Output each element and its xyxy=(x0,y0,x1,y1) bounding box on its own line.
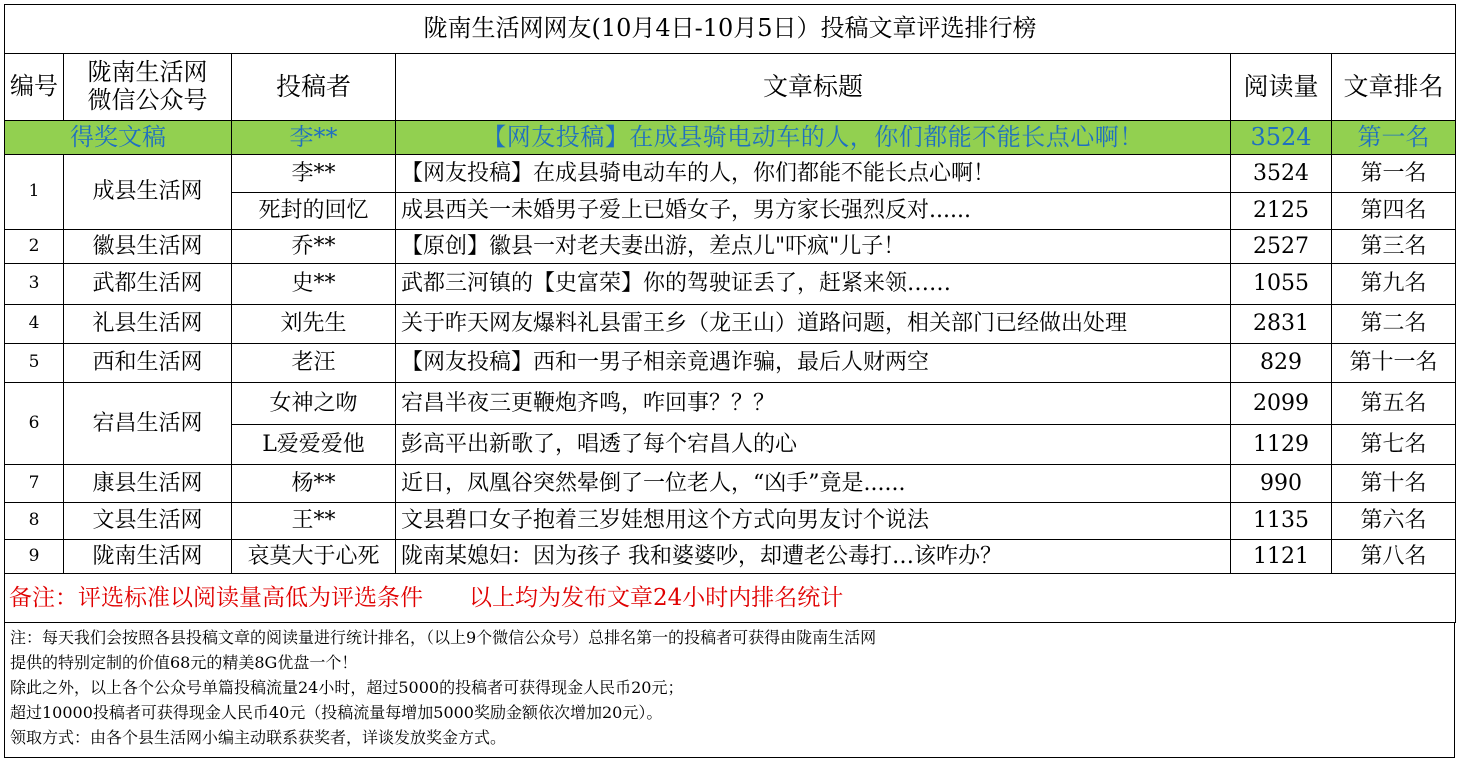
remark-statistics: 以上均为发布文章24小时内排名统计 xyxy=(469,584,844,611)
rank-label: 第七名 xyxy=(1332,425,1456,465)
author-name: 老汪 xyxy=(232,344,396,383)
author-name: 死封的回忆 xyxy=(232,193,396,230)
note-line: 超过10000投稿者可获得现金人民币40元（投稿流量每增加5000奖励金额依次增加20元）。 xyxy=(10,703,663,722)
read-count: 3524 xyxy=(1231,155,1332,193)
read-count: 990 xyxy=(1231,465,1332,503)
page-title: 陇南生活网网友(10月4日-10月5日）投稿文章评选排行榜 xyxy=(5,5,1456,54)
ranking-table xyxy=(4,4,1456,623)
account-name: 康县生活网 xyxy=(64,465,232,503)
author-name: 史** xyxy=(232,264,396,305)
author-name: 哀莫大于心死 xyxy=(232,540,396,574)
account-name: 宕昌生活网 xyxy=(64,383,232,465)
award-row xyxy=(5,121,1456,155)
row-number: 1 xyxy=(5,155,64,230)
article-title: 陇南某媳妇：因为孩子 我和婆婆吵，却遭老公毒打…该咋办？ xyxy=(396,540,1231,574)
row-number: 9 xyxy=(5,540,64,574)
table-row xyxy=(5,383,1456,425)
rank-label: 第六名 xyxy=(1332,503,1456,540)
article-title: 【原创】徽县一对老夫妻出游，差点儿"吓疯"儿子！ xyxy=(396,230,1231,264)
author-name: 王** xyxy=(232,503,396,540)
note-line: 除此之外，以上各个公众号单篇投稿流量24小时，超过5000的投稿者可获得现金人民币20元； xyxy=(10,678,684,697)
remark-row xyxy=(5,574,1456,623)
article-title: 文县碧口女子抱着三岁娃想用这个方式向男友讨个说法 xyxy=(396,503,1231,540)
award-label: 得奖文稿 xyxy=(5,121,232,155)
table-row xyxy=(5,230,1456,264)
article-title: 武都三河镇的【史富荣】你的驾驶证丢了，赶紧来领…… xyxy=(396,264,1231,305)
row-number: 6 xyxy=(5,383,64,465)
rank-label: 第四名 xyxy=(1332,193,1456,230)
row-number: 8 xyxy=(5,503,64,540)
article-title: 近日，凤凰谷突然晕倒了一位老人，“凶手”竟是...... xyxy=(396,465,1231,503)
account-name: 礼县生活网 xyxy=(64,305,232,344)
article-title: 宕昌半夜三更鞭炮齐鸣，咋回事？？？ xyxy=(396,383,1231,425)
rank-label: 第五名 xyxy=(1332,383,1456,425)
header-reads: 阅读量 xyxy=(1231,54,1332,121)
read-count: 829 xyxy=(1231,344,1332,383)
table-row xyxy=(5,540,1456,574)
author-name: 杨** xyxy=(232,465,396,503)
read-count: 1135 xyxy=(1231,503,1332,540)
author-name: 乔** xyxy=(232,230,396,264)
account-name: 武都生活网 xyxy=(64,264,232,305)
rank-label: 第三名 xyxy=(1332,230,1456,264)
rank-label: 第十名 xyxy=(1332,465,1456,503)
note-line: 提供的特别定制的价值68元的精美8G优盘一个！ xyxy=(10,653,358,672)
row-number: 3 xyxy=(5,264,64,305)
read-count: 2125 xyxy=(1231,193,1332,230)
table-row xyxy=(5,503,1456,540)
read-count: 1129 xyxy=(1231,425,1332,465)
table-row xyxy=(5,155,1456,193)
article-title: 【网友投稿】在成县骑电动车的人，你们都能不能长点心啊！ xyxy=(396,155,1231,193)
header-account: 陇南生活网 微信公众号 xyxy=(64,54,232,121)
article-title: 成县西关一未婚男子爱上已婚女子，男方家长强烈反对...... xyxy=(396,193,1231,230)
award-rank: 第一名 xyxy=(1332,121,1456,155)
read-count: 2527 xyxy=(1231,230,1332,264)
award-title: 【网友投稿】在成县骑电动车的人，你们都能不能长点心啊！ xyxy=(396,121,1231,155)
rank-label: 第一名 xyxy=(1332,155,1456,193)
header-rank: 文章排名 xyxy=(1332,54,1456,121)
row-number: 4 xyxy=(5,305,64,344)
award-author: 李** xyxy=(232,121,396,155)
article-title: 彭高平出新歌了，唱透了每个宕昌人的心 xyxy=(396,425,1231,465)
note-line: 注：每天我们会按照各县投稿文章的阅读量进行统计排名，（以上9个微信公众号）总排名第一的投稿者可获得由陇南生活网 xyxy=(10,628,877,647)
rank-label: 第九名 xyxy=(1332,264,1456,305)
note-line: 领取方式：由各个县生活网小编主动联系获奖者，详谈发放奖金方式。 xyxy=(10,728,507,747)
account-name: 西和生活网 xyxy=(64,344,232,383)
row-number: 5 xyxy=(5,344,64,383)
notes-block xyxy=(4,623,1455,758)
account-name: 文县生活网 xyxy=(64,503,232,540)
read-count: 2099 xyxy=(1231,383,1332,425)
header-article: 文章标题 xyxy=(396,54,1231,121)
table-row xyxy=(5,344,1456,383)
rank-label: 第十一名 xyxy=(1332,344,1456,383)
read-count: 1055 xyxy=(1231,264,1332,305)
author-name: 李** xyxy=(232,155,396,193)
remark xyxy=(5,574,1456,623)
account-name: 徽县生活网 xyxy=(64,230,232,264)
table-row xyxy=(5,465,1456,503)
account-name: 陇南生活网 xyxy=(64,540,232,574)
remark-criteria: 备注：评选标准以阅读量高低为评选条件 xyxy=(9,584,423,611)
table-row xyxy=(5,264,1456,305)
rank-label: 第二名 xyxy=(1332,305,1456,344)
award-reads: 3524 xyxy=(1231,121,1332,155)
header-row xyxy=(5,54,1456,121)
row-number: 7 xyxy=(5,465,64,503)
author-name: L爱爱爱他 xyxy=(232,425,396,465)
read-count: 1121 xyxy=(1231,540,1332,574)
row-number: 2 xyxy=(5,230,64,264)
account-name: 成县生活网 xyxy=(64,155,232,230)
article-title: 关于昨天网友爆料礼县雷王乡（龙王山）道路问题，相关部门已经做出处理 xyxy=(396,305,1231,344)
author-name: 刘先生 xyxy=(232,305,396,344)
header-num: 编号 xyxy=(5,54,64,121)
table-row xyxy=(5,305,1456,344)
rank-label: 第八名 xyxy=(1332,540,1456,574)
read-count: 2831 xyxy=(1231,305,1332,344)
article-title: 【网友投稿】西和一男子相亲竟遇诈骗，最后人财两空 xyxy=(396,344,1231,383)
author-name: 女神之吻 xyxy=(232,383,396,425)
header-author: 投稿者 xyxy=(232,54,396,121)
